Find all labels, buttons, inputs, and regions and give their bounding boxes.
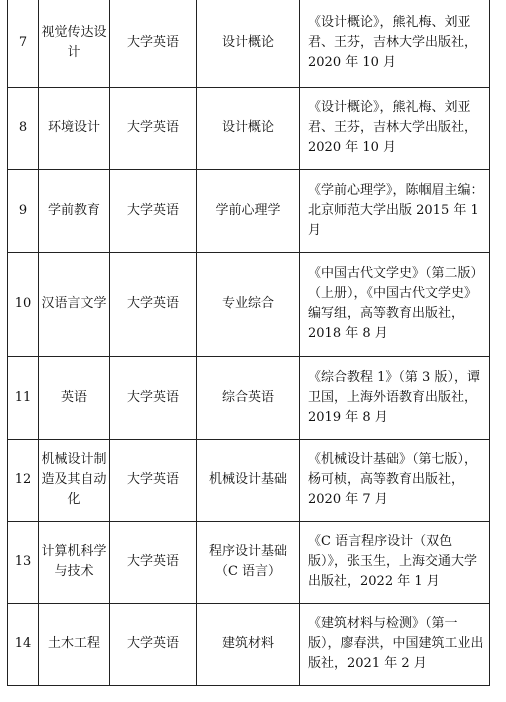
exam-subject-cell: 大学英语	[110, 521, 197, 603]
exam-subject-cell: 大学英语	[110, 0, 197, 87]
exam-subject-cell: 大学英语	[110, 603, 197, 685]
major-cell: 土木工程	[39, 603, 110, 685]
exam-subject-cell: 大学英语	[110, 252, 197, 356]
textbook-cell: 《综合教程 1》（第 3 版），谭卫国，上海外语教育出版社，2019 年 8 月	[300, 356, 490, 439]
table-row	[8, 169, 490, 252]
professional-subject-cell: 机械设计基础	[197, 439, 300, 521]
major-cell: 计算机科学与技术	[39, 521, 110, 603]
row-number-cell: 9	[8, 169, 39, 252]
row-number-cell: 12	[8, 439, 39, 521]
textbook-cell: 《中国古代文学史》（第二版）（上册），《中国古代文学史》编写组，高等教育出版社，2018 年 8 月	[300, 252, 490, 356]
major-cell: 视觉传达设计	[39, 0, 110, 87]
textbook-cell: 《建筑材料与检测》（第一版），廖春洪，中国建筑工业出版社，2021 年 2 月	[300, 603, 490, 685]
exam-subject-cell: 大学英语	[110, 169, 197, 252]
table-row	[8, 0, 490, 87]
professional-subject-cell: 设计概论	[197, 87, 300, 169]
row-number-cell: 13	[8, 521, 39, 603]
exam-subject-table	[7, 0, 490, 686]
row-number-cell: 11	[8, 356, 39, 439]
professional-subject-cell: 专业综合	[197, 252, 300, 356]
table-row	[8, 252, 490, 356]
major-cell: 英语	[39, 356, 110, 439]
exam-subject-cell: 大学英语	[110, 87, 197, 169]
textbook-cell: 《机械设计基础》（第七版），杨可桢，高等教育出版社，2020 年 7 月	[300, 439, 490, 521]
professional-subject-cell: 综合英语	[197, 356, 300, 439]
major-cell: 环境设计	[39, 87, 110, 169]
table-row	[8, 521, 490, 603]
table-row	[8, 87, 490, 169]
exam-subject-cell: 大学英语	[110, 356, 197, 439]
table-row	[8, 356, 490, 439]
row-number-cell: 14	[8, 603, 39, 685]
row-number-cell: 7	[8, 0, 39, 87]
professional-subject-cell: 学前心理学	[197, 169, 300, 252]
row-number-cell: 10	[8, 252, 39, 356]
table-row	[8, 439, 490, 521]
textbook-cell: 《C 语言程序设计（双色版）》，张玉生，上海交通大学出版社，2022 年 1 月	[300, 521, 490, 603]
major-cell: 汉语言文学	[39, 252, 110, 356]
major-cell: 机械设计制造及其自动化	[39, 439, 110, 521]
professional-subject-cell: 建筑材料	[197, 603, 300, 685]
textbook-cell: 《设计概论》，熊礼梅、刘亚君、王芬，吉林大学出版社，2020 年 10 月	[300, 0, 490, 87]
table-row	[8, 603, 490, 685]
professional-subject-cell: 程序设计基础（C 语言）	[197, 521, 300, 603]
exam-subject-cell: 大学英语	[110, 439, 197, 521]
textbook-cell: 《学前心理学》，陈帼眉主编：北京师范大学出版 2015 年 1 月	[300, 169, 490, 252]
textbook-cell: 《设计概论》，熊礼梅、刘亚君、王芬，吉林大学出版社，2020 年 10 月	[300, 87, 490, 169]
professional-subject-cell: 设计概论	[197, 0, 300, 87]
major-cell: 学前教育	[39, 169, 110, 252]
row-number-cell: 8	[8, 87, 39, 169]
